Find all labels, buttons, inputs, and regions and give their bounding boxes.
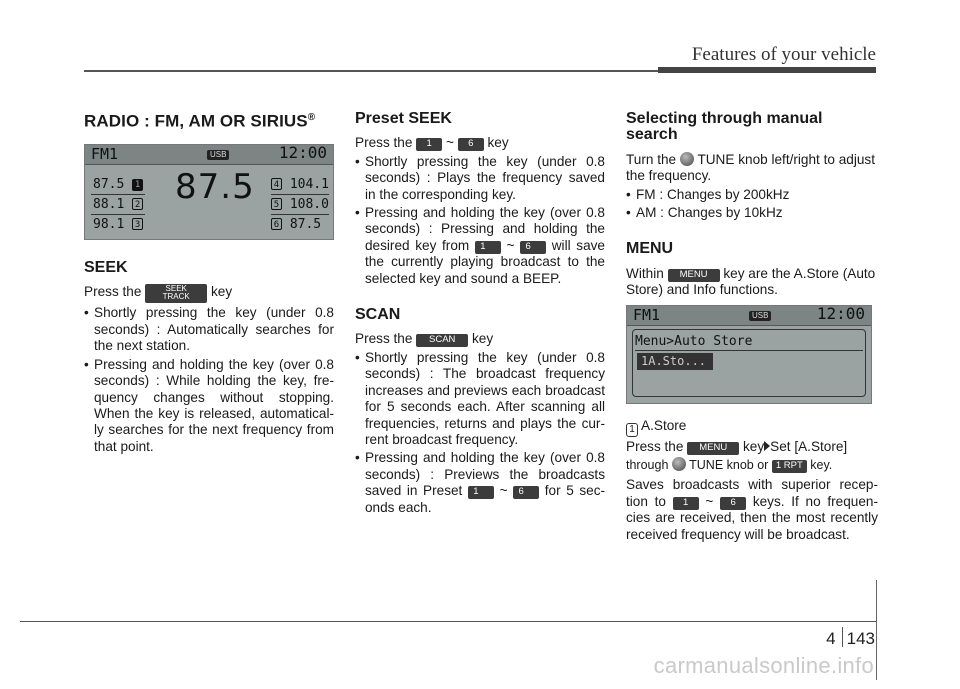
display-preset-3: [93, 217, 143, 233]
track-key-label: TRACK: [162, 292, 190, 302]
display-preset-freq: 87.5: [289, 217, 322, 233]
preset-1-key: 1: [673, 497, 699, 510]
header-title: Features of your vehicle: [691, 44, 876, 65]
display-preset-num: 5: [271, 198, 282, 210]
column-left: [84, 110, 334, 457]
display-preset-6: [271, 217, 321, 233]
display-preset-1: [93, 177, 143, 193]
manual-turn-pre: Turn the: [626, 151, 677, 167]
preset-seek-heading: Preset SEEK: [355, 110, 452, 127]
seek-heading: SEEK: [84, 259, 128, 277]
seek-key-label: SEEK: [165, 284, 187, 294]
display-band: FM1: [633, 305, 661, 324]
preset-hold-text-c: save the currently playing broadcast to the selected key and sound a BEEP.: [365, 237, 605, 286]
display-preset-freq: 88.1: [93, 197, 125, 213]
seek-press-pre: Press the: [84, 284, 142, 300]
preset-hold-text-b: will: [551, 237, 571, 253]
display-preset-4: [271, 177, 329, 193]
astore-label: A.Store: [641, 417, 687, 433]
radio-display-image: [84, 144, 334, 240]
preset-press-line: [355, 135, 605, 151]
tilde: ~: [445, 135, 454, 151]
display-preset-freq: 104.1: [289, 177, 329, 193]
preset-press-post: key: [487, 135, 509, 151]
astore-press-post: Set [A.Store]: [770, 438, 848, 454]
page-heading: [84, 110, 334, 130]
astore-through-post: key.: [810, 458, 833, 473]
crop-mark: [876, 580, 877, 680]
display-divider: [91, 194, 145, 195]
header-rule-accent: [658, 67, 876, 73]
display-divider: [635, 350, 863, 351]
manual-turn-post: TUNE knob left/right to adjust the frequency.: [626, 151, 875, 184]
astore-saves-post: keys. If no frequen-cies are received, then the most recently received frequency will be broadcast.: [626, 493, 878, 542]
display-menu-title: Menu>Auto Store: [635, 333, 753, 349]
menu-within-pre: Within: [626, 265, 664, 281]
preset-1-key: 1: [475, 241, 501, 254]
page-number: [826, 627, 875, 649]
scan-bullet-short: • Shortly pressing the key (under 0.8 seconds) : The broadcast frequency increases and previews each broadcast for 5 seconds each. After scanning all frequencies, returns and plays the cur-rent broadcast frequency.: [355, 350, 605, 448]
astore-press-line: [626, 439, 878, 455]
page-heading-text: RADIO : FM, AM OR SIRIUS: [84, 111, 308, 131]
scan-key: SCAN: [416, 334, 468, 347]
scan-hold-text-b: for 5 sec-onds each.: [365, 483, 606, 515]
preset-1-key: 1: [468, 486, 494, 499]
display-preset-num: 6: [271, 218, 282, 230]
preset-bullet-short: • Shortly pressing the key (under 0.8 seconds) : Plays the frequency saved in the corresponding key.: [355, 154, 605, 203]
display-item-label: A.Sto...: [648, 353, 707, 368]
spacer: [626, 223, 878, 241]
preset-6-key: 6: [458, 138, 484, 151]
astore-press-mid: key: [742, 438, 765, 454]
display-menu-item: [637, 353, 713, 370]
manual-bullet-fm: • FM : Changes by 200kHz: [626, 187, 878, 203]
registered-mark: ®: [307, 112, 316, 123]
preset-press-pre: Press the: [355, 135, 413, 151]
tilde: ~: [506, 237, 515, 253]
manual-turn-line: [626, 152, 878, 185]
display-divider: [91, 214, 145, 215]
display-band: FM1: [91, 145, 119, 164]
astore-through-mid: TUNE knob or: [689, 458, 769, 473]
scan-heading: SCAN: [355, 306, 401, 324]
astore-saves-line: [626, 477, 878, 543]
preset-bullet-hold: [355, 205, 605, 287]
tune-knob-icon: [672, 457, 686, 471]
scan-press-line: [355, 331, 605, 347]
preset-hold-text-a: Pressing and holding the key (over 0.8 seconds) : Pressing and holding the desired key from: [365, 205, 605, 253]
display-frequency: 87.5: [175, 167, 255, 208]
astore-number-icon: 1: [626, 423, 638, 437]
astore-label-line: [626, 418, 878, 437]
astore-press-pre: Press the: [626, 438, 684, 454]
tune-knob-icon: [680, 152, 694, 166]
spacer: [355, 289, 605, 307]
preset-1-key: 1: [416, 138, 442, 151]
scan-bullet-hold: [355, 450, 605, 516]
display-preset-num: 2: [132, 198, 143, 210]
seek-bullet-hold: • Pressing and holding the key (over 0.8 seconds) : While holding the key, fre-quency changes without stopping. When the key is released, automatical-ly searches for the next frequency from that point.: [84, 357, 334, 455]
display-preset-5: [271, 197, 329, 213]
preset-6-key: 6: [513, 486, 539, 499]
display-status-bar: [627, 306, 871, 326]
astore-through-pre: through: [626, 458, 669, 473]
display-divider: [271, 194, 329, 195]
scan-press-post: key: [471, 331, 494, 347]
preset-6-key: 6: [520, 241, 546, 254]
page-number-value: 143: [846, 629, 875, 648]
display-divider: [271, 214, 329, 215]
seek-press-post: key: [210, 284, 233, 300]
display-preset-freq: 108.0: [289, 197, 329, 213]
display-preset-freq: 98.1: [93, 217, 125, 233]
scan-hold-text-a: Pressing and holding the key (over 0.8 seconds) : Previews the broadcasts saved in Preset: [365, 450, 605, 499]
display-status-bar: [85, 145, 333, 165]
display-preset-num: 1: [132, 179, 143, 191]
preset-6-key: 6: [720, 497, 746, 510]
display-clock: 12:00: [816, 304, 865, 323]
seek-track-key: [145, 284, 207, 303]
manual-bullet-am: • AM : Changes by 10kHz: [626, 205, 878, 221]
astore-through-line: [626, 457, 878, 473]
menu-key: MENU: [687, 442, 739, 455]
menu-display-image: [626, 305, 872, 404]
display-preset-num: 3: [132, 218, 143, 230]
display-clock: 12:00: [278, 144, 327, 163]
menu-key: MENU: [668, 269, 720, 282]
seek-press-line: [84, 284, 334, 303]
seek-bullet-short: • Shortly pressing the key (under 0.8 seconds) : Automatically searches for the next station.: [84, 305, 334, 354]
tilde: ~: [705, 493, 714, 509]
footer-rule: [20, 621, 876, 622]
display-usb-badge: USB: [207, 150, 229, 160]
display-preset-freq: 87.5: [93, 177, 125, 193]
scan-press-pre: Press the: [355, 331, 413, 347]
display-preset-2: [93, 197, 143, 213]
manual-search-heading: Selecting through manual search: [626, 110, 823, 144]
rpt-1-key: 1 RPT: [772, 460, 807, 473]
menu-within-line: [626, 266, 878, 299]
display-preset-num: 4: [271, 178, 282, 190]
column-right: [626, 110, 878, 545]
display-usb-badge: USB: [749, 311, 771, 321]
chapter-number: 4: [826, 629, 836, 648]
menu-within-post: key are the A.Store (Auto Store) and Info functions.: [626, 265, 876, 298]
menu-heading: MENU: [626, 240, 674, 258]
display-item-num: 1: [641, 353, 649, 368]
astore-saves-pre: Saves broadcasts with superior recep-tion to: [626, 477, 878, 509]
tilde: ~: [499, 483, 508, 499]
page-number-separator: [842, 627, 843, 647]
watermark: carmanualsonline.info: [653, 653, 874, 678]
column-middle: [355, 110, 605, 518]
